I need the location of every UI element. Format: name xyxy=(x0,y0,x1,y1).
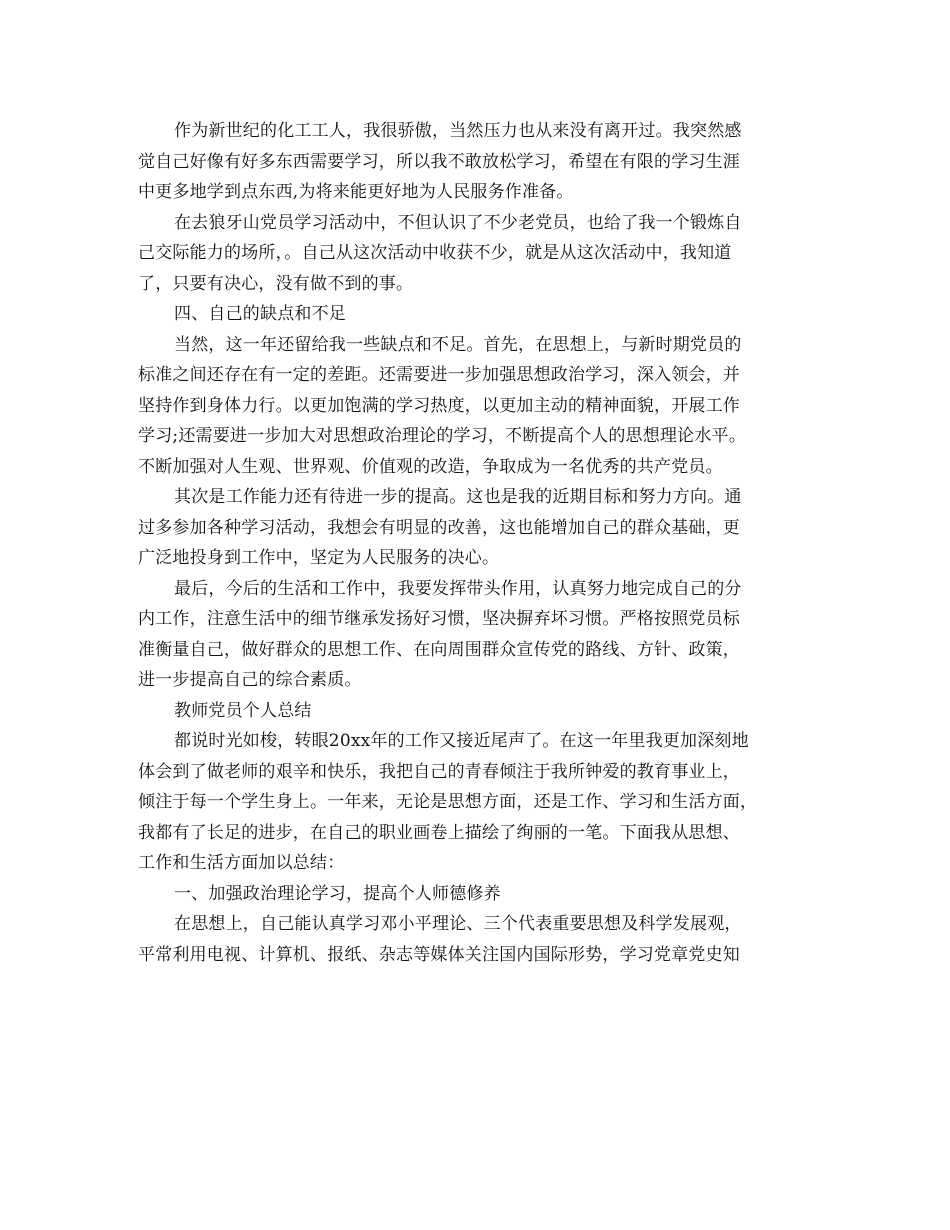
text-line: 了，只要有决心，没有做不到的事。 xyxy=(138,273,414,294)
text-line: 作为新世纪的化工工人，我很骄傲，当然压力也从来没有离开过。我突然感 xyxy=(174,121,742,141)
text-line: 在思想上，自己能认真学习邓小平理论、三个代表重要思想及科学发展观， xyxy=(174,914,742,934)
text-line: 当然，这一年还留给我一些缺点和不足。首先，在思想上，与新时期党员的 xyxy=(174,334,742,355)
section-title-teacher-summary xyxy=(138,696,798,727)
text-line: 己交际能力的场所，。自己从这次活动中收获不少，就是从这次活动中，我知道 xyxy=(138,243,732,263)
paragraph-time-flies xyxy=(138,726,798,879)
heading-line: 一、加强政治理论学习，提高个人师德修养 xyxy=(174,883,501,904)
text-line: 其次是工作能力还有待进一步的提高。这也是我的近期目标和努力方向。通 xyxy=(174,487,742,507)
text-line: 在去狼牙山党员学习活动中，不但认识了不少老党员，也给了我一个锻炼自 xyxy=(174,212,742,233)
section-heading-political-study xyxy=(138,879,798,910)
text-line: 坚持作到身体力行。以更加饱满的学习热度，以更加主动的精神面貌，开展工作 xyxy=(138,395,740,416)
paragraph-finally xyxy=(138,574,798,696)
heading-line: 教师党员个人总结 xyxy=(174,700,312,721)
paragraph-shortcomings-first xyxy=(138,330,798,483)
text-line: 进一步提高自己的综合素质。 xyxy=(138,670,362,690)
paragraph-langyashan-activity xyxy=(138,208,798,300)
text-line: 准衡量自己，做好群众的思想工作、在向周围群众宣传党的路线、方针、政策， xyxy=(138,639,740,660)
heading-line: 四、自己的缺点和不足 xyxy=(174,304,346,324)
paragraph-chemical-worker xyxy=(138,116,798,208)
text-line: 不断加强对人生观、世界观、价值观的改造，争取成为一名优秀的共产党员。 xyxy=(138,456,723,477)
text-line: 平常利用电视、计算机、报纸、杂志等媒体关注国内国际形势，学习党章党史知 xyxy=(138,944,740,965)
text-line: 内工作，注意生活中的细节继承发扬好习惯，坚决摒弃坏习惯。严格按照党员标 xyxy=(138,609,740,629)
document-body xyxy=(138,116,798,970)
text-line: 最后，今后的生活和工作中，我要发挥带头作用，认真努力地完成自己的分 xyxy=(174,578,742,599)
text-line: 标准之间还存在有一定的差距。还需要进一步加强思想政治学习，深入领会，并 xyxy=(138,365,740,385)
text-line: 工作和生活方面加以总结： xyxy=(138,853,345,873)
text-line: 都说时光如梭，转眼20xx年的工作又接近尾声了。在这一年里我更加深刻地 xyxy=(174,731,749,751)
paragraph-work-ability xyxy=(138,482,798,574)
text-line: 中更多地学到点东西,为将来能更好地为人民服务作准备。 xyxy=(138,182,574,202)
text-line: 广泛地投身到工作中，坚定为人民服务的决心。 xyxy=(138,548,500,568)
text-line: 学习;还需要进一步加大对思想政治理论的学习，不断提高个人的思想理论水平。 xyxy=(138,426,746,446)
text-line: 体会到了做老师的艰辛和快乐，我把自己的青春倾注于我所钟爱的教育事业上， xyxy=(138,761,740,782)
text-line: 过多参加各种学习活动，我想会有明显的改善，这也能增加自己的群众基础，更 xyxy=(138,517,740,538)
section-heading-shortcomings xyxy=(138,299,798,330)
paragraph-ideology xyxy=(138,909,798,970)
text-line: 倾注于每一个学生身上。一年来，无论是思想方面，还是工作、学习和生活方面， xyxy=(138,792,758,812)
text-line: 觉自己好像有好多东西需要学习，所以我不敢放松学习，希望在有限的学习生涯 xyxy=(138,151,740,172)
text-line: 我都有了长足的进步，在自己的职业画卷上描绘了绚丽的一笔。下面我从思想、 xyxy=(138,822,740,843)
